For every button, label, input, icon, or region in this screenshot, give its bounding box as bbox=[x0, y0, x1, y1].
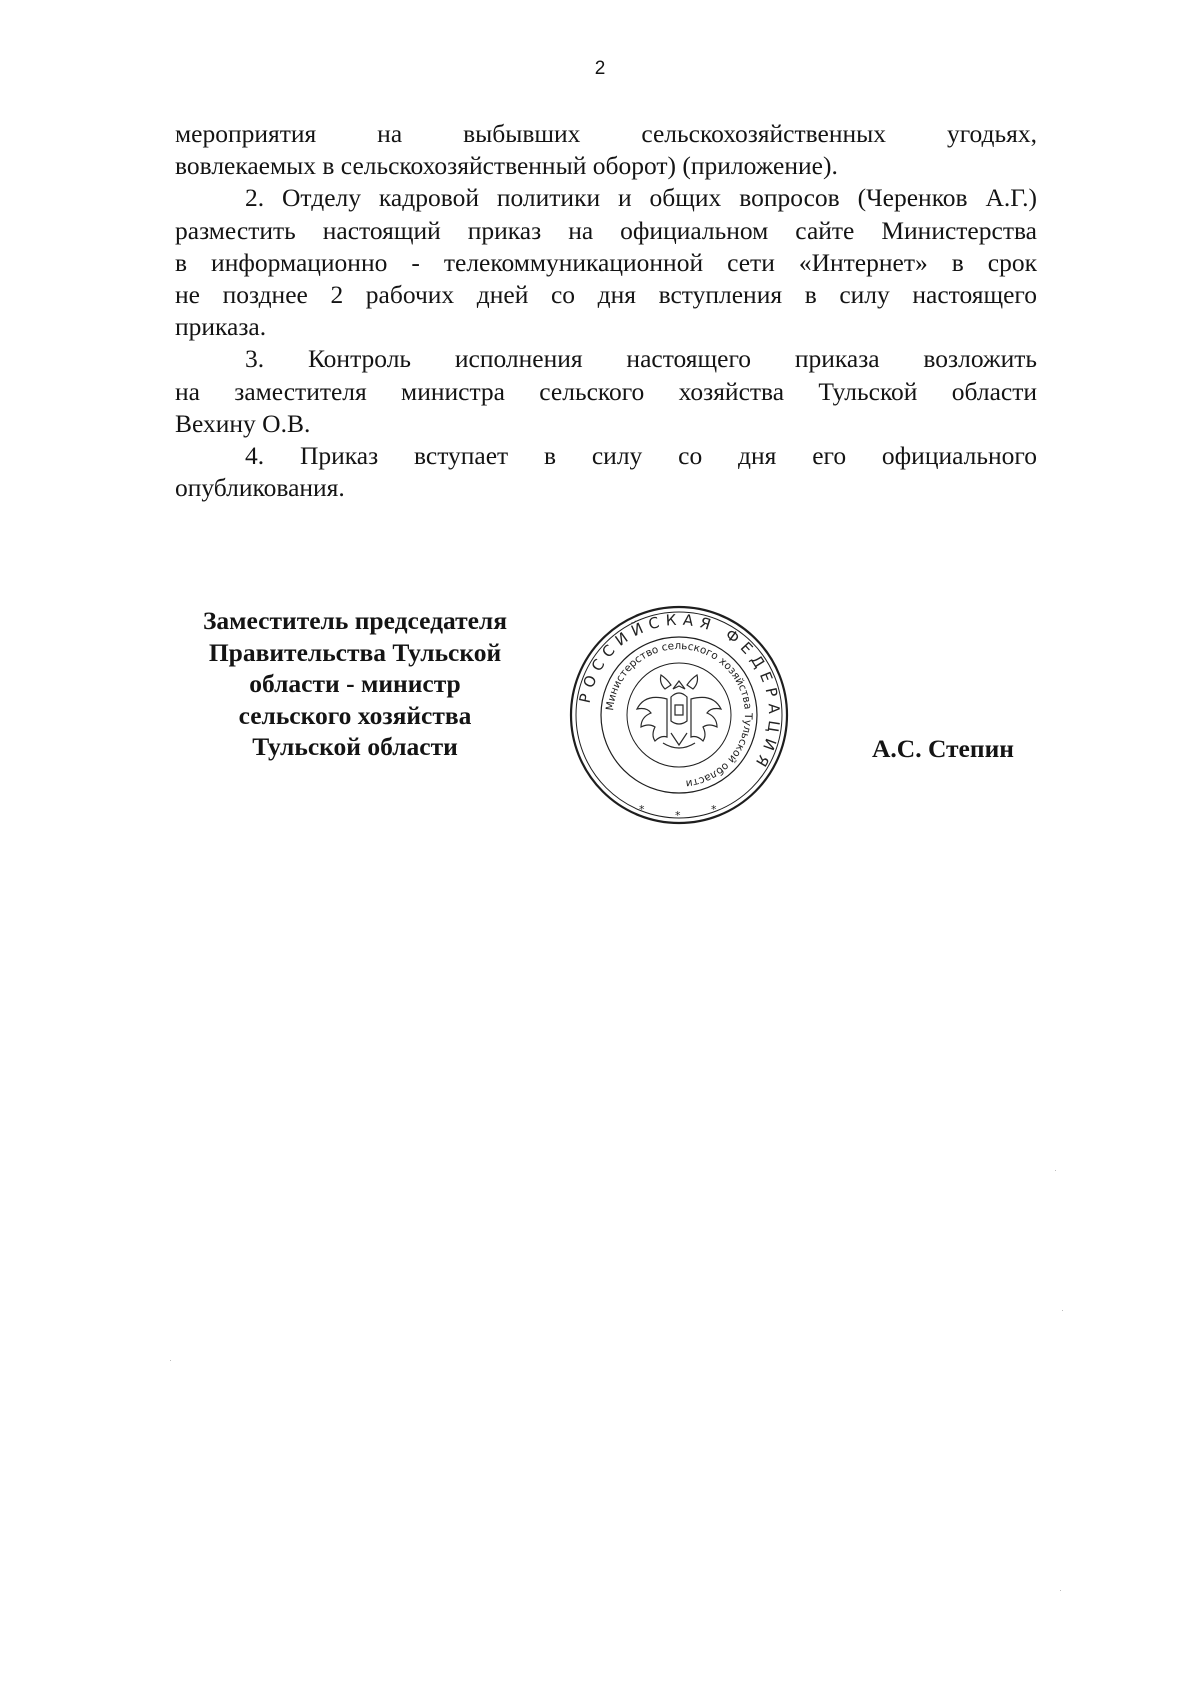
paragraph-line: на заместителя министра сельского хозяйства Тульской области bbox=[175, 376, 1037, 406]
official-seal bbox=[567, 603, 791, 827]
page-number: 2 bbox=[594, 58, 606, 79]
paragraph-line: в информационно - телекоммуникационной сети «Интернет» в срок bbox=[175, 247, 1037, 277]
paragraph-line: приказа. bbox=[175, 312, 267, 342]
svg-text:*: * bbox=[639, 803, 645, 816]
paragraph-line: не позднее 2 рабочих дней со дня вступления в силу настоящего bbox=[175, 280, 1037, 310]
paragraph-line: мероприятия на выбывших сельскохозяйственных угодьях, bbox=[175, 119, 1037, 148]
double-headed-eagle-emblem bbox=[637, 675, 721, 748]
signatory-position-line: Тульской области bbox=[252, 732, 458, 761]
signatory-position-line: сельского хозяйства bbox=[238, 700, 472, 730]
paragraph-line: Вехину О.В. bbox=[175, 408, 311, 438]
scan-speck bbox=[1062, 1310, 1063, 1311]
signatory-position bbox=[170, 605, 540, 763]
scan-speck bbox=[1055, 1170, 1056, 1171]
signatory-name: А.С. Степин bbox=[872, 734, 1014, 763]
paragraph-line: вовлекаемых в сельскохозяйственный оборот) (приложение). bbox=[175, 151, 838, 181]
scan-speck bbox=[1060, 1590, 1061, 1591]
paragraph-line: 4. Приказ вступает в силу со дня его официального bbox=[245, 441, 1037, 471]
seal-outer-text: РОССИЙСКАЯ ФЕДЕРАЦИЯ bbox=[575, 610, 784, 775]
signatory-position-line: Правительства Тульской bbox=[208, 637, 502, 667]
paragraph-line: 2. Отделу кадровой политики и общих вопросов (Черенков А.Г.) bbox=[245, 183, 1037, 213]
signatory-position-line: Заместитель председателя bbox=[202, 606, 508, 635]
signatory-position-line: области - министр bbox=[249, 669, 461, 698]
paragraph-line: 3. Контроль исполнения настоящего приказа возложить bbox=[245, 344, 1037, 374]
seal-inner-text: Министерство сельского хозяйства Тульской области bbox=[604, 639, 755, 790]
svg-text:*: * bbox=[711, 803, 717, 816]
paragraph-line: разместить настоящий приказ на официальном сайте Министерства bbox=[175, 215, 1037, 245]
svg-text:*: * bbox=[675, 809, 681, 822]
paragraph-line: опубликования. bbox=[175, 473, 345, 503]
order-body-text bbox=[175, 118, 1037, 504]
scan-speck bbox=[170, 1360, 171, 1361]
